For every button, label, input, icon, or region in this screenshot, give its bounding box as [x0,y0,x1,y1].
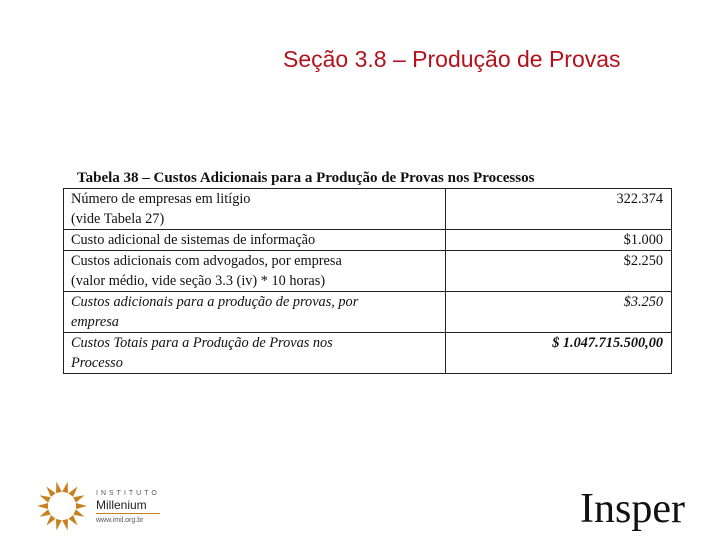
insper-logo: Insper [580,486,685,532]
label-line: (vide Tabela 27) [71,211,165,227]
table-caption: Tabela 38 – Custos Adicionais para a Produção de Provas nos Processos [77,170,535,186]
millenium-url: www.imil.org.br [96,517,144,524]
row-value: $ 1.047.715.500,00 [446,333,672,374]
label-line: Custos adicionais para a produção de provas, por [71,294,359,310]
sunburst-ray [40,509,51,516]
sunburst-ray [68,487,77,497]
sunburst-mark [37,482,87,531]
table-row [64,333,672,374]
sunburst-ray [37,503,48,509]
slide-title: Seção 3.8 – Produção de Provas [283,46,621,72]
table-row [64,230,672,251]
label-line: Custos adicionais com advogados, por empresa [71,253,342,269]
costs-table [63,188,672,374]
row-label [64,333,446,374]
millenium-wordmark [96,489,160,526]
row-value: $3.250 [446,292,672,333]
row-value: $2.250 [446,251,672,292]
table-row [64,251,672,292]
sunburst-ray [56,519,62,530]
label-line: Custo adicional de sistemas de informação [71,232,316,248]
millenium-institute-label: INSTITUTO [96,490,160,497]
sunburst-ray [76,503,87,509]
sunburst-ray [46,487,55,497]
sunburst-ray [62,519,68,530]
label-line: Processo [71,355,123,371]
sunburst-ray [40,495,51,502]
sunburst-ray [46,515,55,525]
label-line: (valor médio, vide seção 3.3 (iv) * 10 horas) [71,273,326,289]
label-line: empresa [71,314,119,330]
millenium-name: Millenium [96,498,160,514]
label-line: Custos Totais para a Produção de Provas nos [71,335,333,351]
label-line: Número de empresas em litígio [71,191,251,207]
table-row [64,189,672,230]
row-value: $1.000 [446,230,672,251]
table-row [64,292,672,333]
row-value: 322.374 [446,189,672,230]
sunburst-ray [73,495,84,502]
row-label [64,292,446,333]
row-label [64,230,446,251]
sunburst-ray [62,482,68,493]
row-label [64,251,446,292]
sunburst-ray [68,515,77,525]
sunburst-ray [56,482,62,493]
sunburst-ray [73,509,84,516]
row-label [64,189,446,230]
